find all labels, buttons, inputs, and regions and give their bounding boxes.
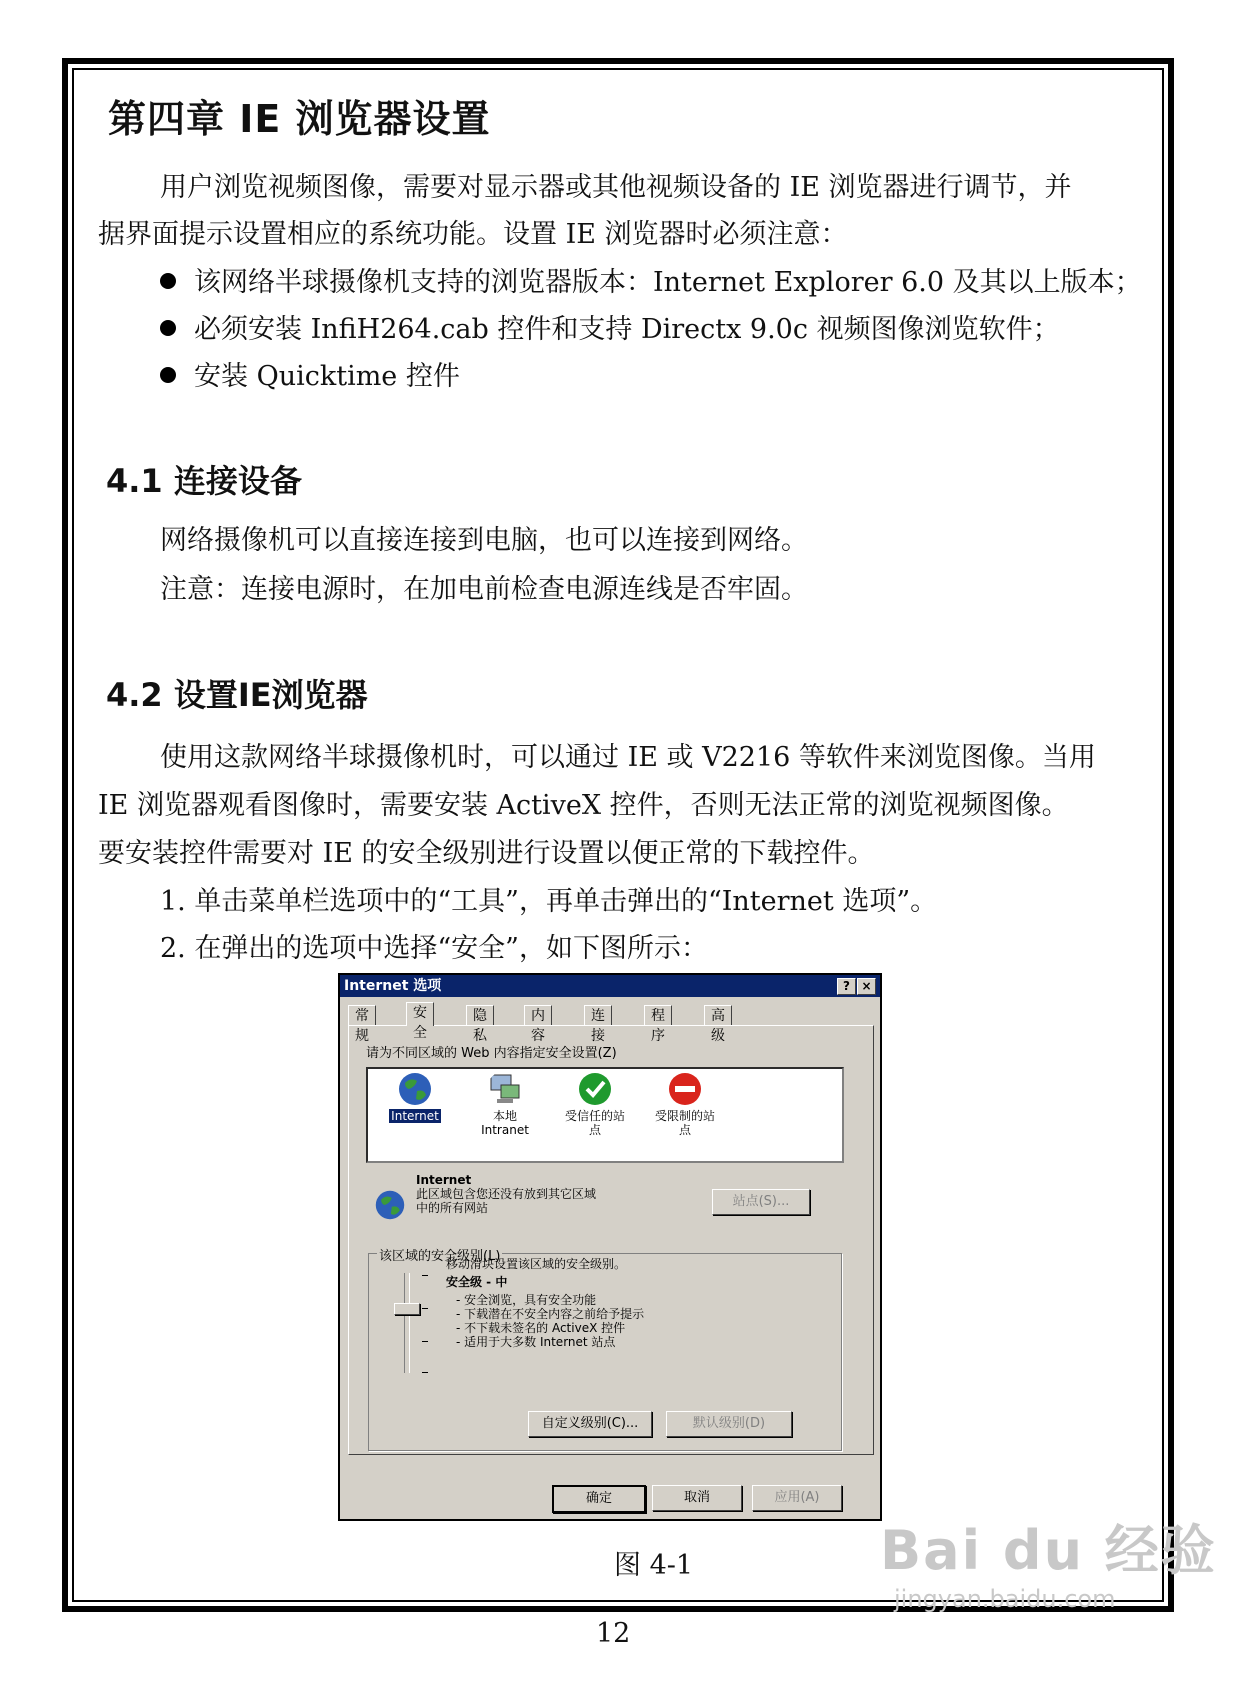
zone-list xyxy=(366,1067,844,1163)
zone-description-line-1: 此区域包含您还没有放到其它区域 xyxy=(416,1187,597,1201)
zone-trusted-sites[interactable]: 受信任的站 点 xyxy=(550,1071,640,1137)
section-42-title: 4.2 设置IE浏览器 xyxy=(106,676,368,714)
security-slider-thumb[interactable] xyxy=(394,1303,420,1315)
zone-description-line-2: 中的所有网站 xyxy=(416,1201,489,1215)
level-item: - 安全浏览，具有安全功能 xyxy=(456,1293,597,1307)
zone-local-intranet[interactable]: 本地 Intranet xyxy=(460,1071,550,1137)
bullet-dot-icon xyxy=(160,367,176,383)
watermark-sub: jingyan.baidu.com xyxy=(894,1585,1116,1613)
cancel-button[interactable]: 取消 xyxy=(652,1485,742,1511)
section-41-line-2: 注意：连接电源时，在加电前检查电源连线是否牢固。 xyxy=(160,574,808,605)
slider-tick xyxy=(422,1308,428,1309)
bullet-item: 该网络半球摄像机支持的浏览器版本：Internet Explorer 6.0 及其以上版本； xyxy=(160,260,1142,299)
slider-tick xyxy=(422,1372,428,1373)
apply-button[interactable]: 应用(A) xyxy=(752,1485,842,1511)
bullet-item: 安装 Quicktime 控件 xyxy=(160,354,460,393)
internet-options-dialog xyxy=(338,973,882,1521)
dialog-titlebar xyxy=(340,975,880,997)
zone-internet[interactable]: Internet xyxy=(370,1071,460,1123)
dialog-title: Internet 选项 xyxy=(344,978,442,994)
tab-content[interactable]: 内容 xyxy=(524,1005,552,1026)
checkmark-icon xyxy=(577,1071,613,1107)
page-number: 12 xyxy=(596,1618,631,1649)
tab-general[interactable]: 常规 xyxy=(348,1005,376,1026)
section-42-line-1: 使用这款网络半球摄像机时，可以通过 IE 或 V2216 等软件来浏览图像。当用 xyxy=(160,742,1096,773)
no-entry-icon xyxy=(667,1071,703,1107)
globe-icon xyxy=(374,1189,406,1221)
computer-network-icon xyxy=(487,1071,523,1107)
security-slider-track xyxy=(404,1273,410,1373)
chapter-title: 第四章 IE 浏览器设置 xyxy=(108,97,491,141)
tab-advanced[interactable]: 高级 xyxy=(704,1005,732,1026)
bullet-item: 必须安装 InfiH264.cab 控件和支持 Directx 9.0c 视频图像浏览软件； xyxy=(160,307,1060,346)
ok-button[interactable]: 确定 xyxy=(552,1485,646,1513)
sites-button[interactable]: 站点(S)... xyxy=(712,1189,810,1215)
default-level-button[interactable]: 默认级别(D) xyxy=(666,1411,792,1437)
tab-privacy[interactable]: 隐私 xyxy=(466,1005,494,1026)
level-item: - 不下载未签名的 ActiveX 控件 xyxy=(456,1321,626,1335)
help-button[interactable]: ? xyxy=(837,978,856,995)
slider-hint: 移动滑块设置该区域的安全级别。 xyxy=(446,1257,627,1271)
section-41-line-1: 网络摄像机可以直接连接到电脑，也可以连接到网络。 xyxy=(160,525,808,556)
step-1: 1. 单击菜单栏选项中的“工具”，再单击弹出的“Internet 选项”。 xyxy=(160,886,938,917)
section-42-line-2: IE 浏览器观看图像时，需要安装 ActiveX 控件，否则无法正常的浏览视频图像。 xyxy=(98,790,1069,821)
baidu-watermark xyxy=(880,1508,1217,1613)
slider-tick xyxy=(422,1275,428,1276)
globe-icon xyxy=(397,1071,433,1107)
slider-tick xyxy=(422,1341,428,1342)
zone-prompt: 请为不同区域的 Web 内容指定安全设置(Z) xyxy=(366,1046,617,1061)
bullet-dot-icon xyxy=(160,320,176,336)
security-level-title: 安全级 - 中 xyxy=(446,1275,508,1289)
level-item: - 适用于大多数 Internet 站点 xyxy=(456,1335,616,1349)
step-2: 2. 在弹出的选项中选择“安全”，如下图所示： xyxy=(160,933,708,964)
intro-line-2: 据界面提示设置相应的系统功能。设置 IE 浏览器时必须注意： xyxy=(98,219,848,250)
section-42-line-3: 要安装控件需要对 IE 的安全级别进行设置以便正常的下载控件。 xyxy=(98,838,875,869)
tab-security[interactable]: 安全 xyxy=(406,1002,434,1026)
section-41-title: 4.1 连接设备 xyxy=(106,462,302,500)
custom-level-button[interactable]: 自定义级别(C)... xyxy=(528,1411,652,1437)
level-item: - 下载潜在不安全内容之前给予提示 xyxy=(456,1307,645,1321)
tab-connections[interactable]: 连接 xyxy=(584,1005,612,1026)
bullet-dot-icon xyxy=(160,273,176,289)
figure-caption: 图 4-1 xyxy=(614,1550,694,1581)
intro-line-1: 用户浏览视频图像，需要对显示器或其他视频设备的 IE 浏览器进行调节，并 xyxy=(160,172,1072,203)
selected-zone-name: Internet xyxy=(416,1173,472,1187)
watermark-main: Bai du 经验 xyxy=(880,1519,1217,1582)
zone-restricted-sites[interactable]: 受限制的站 点 xyxy=(640,1071,730,1137)
tab-programs[interactable]: 程序 xyxy=(644,1005,672,1026)
security-level-label: 该区域的安全级别(L) xyxy=(377,1245,502,1264)
close-button[interactable]: × xyxy=(857,978,876,995)
